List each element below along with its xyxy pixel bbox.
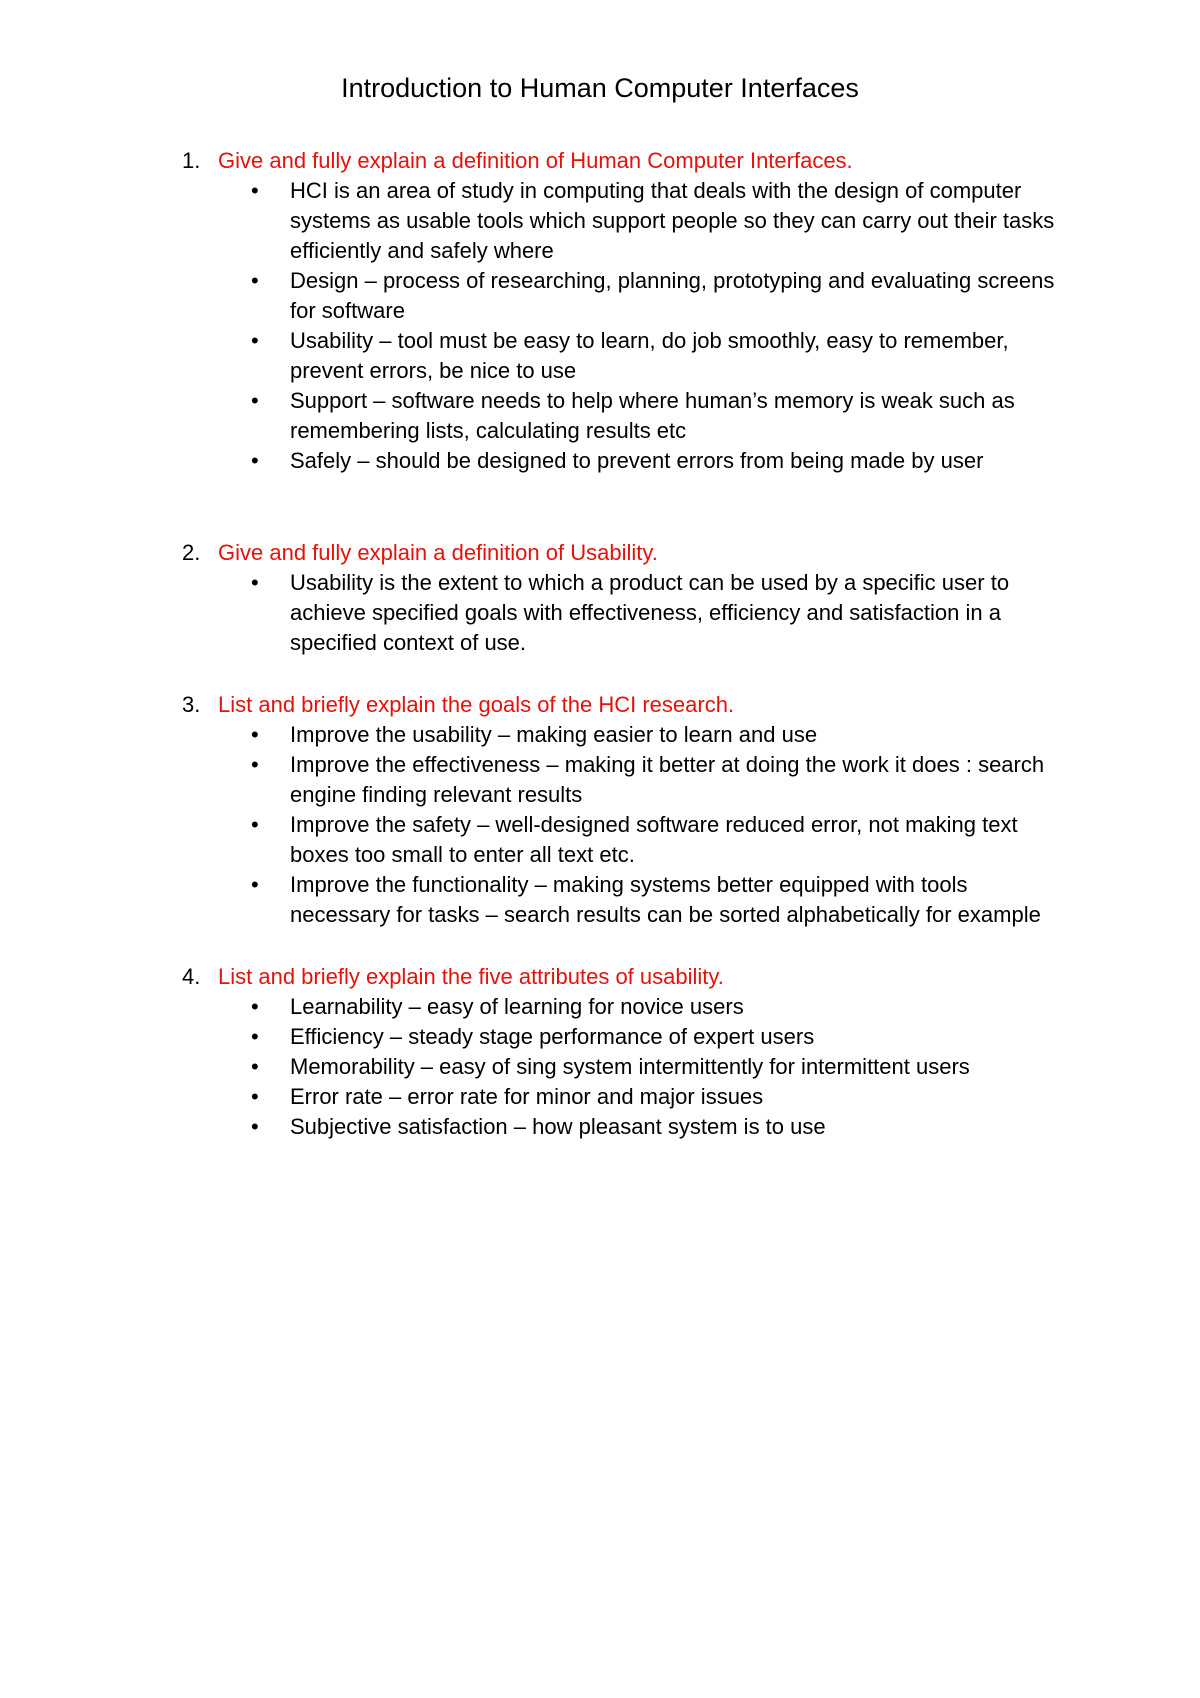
answer-list: [0, 568, 1200, 658]
question-number: 3.: [182, 692, 201, 717]
bullet-icon: •: [251, 1024, 259, 1049]
question-4: [0, 962, 1200, 1142]
answer-list: [0, 992, 1200, 1142]
question-heading: [0, 538, 1200, 568]
answer-text: Usability – tool must be easy to learn, do job smoothly, easy to remember, prevent errors, be nice to use: [290, 328, 1009, 383]
bullet-icon: •: [251, 872, 259, 897]
answer-text: Safely – should be designed to prevent errors from being made by user: [290, 448, 984, 473]
answer-item: [0, 1022, 1200, 1052]
answer-text: Usability is the extent to which a product can be used by a specific user to achieve specified goals with effectiveness, efficiency and satisfaction in a specified context of use.: [290, 570, 1010, 655]
answer-text: Learnability – easy of learning for novice users: [290, 994, 744, 1019]
bullet-icon: •: [251, 994, 259, 1019]
answer-list: [0, 720, 1200, 930]
question-number: 2.: [182, 540, 201, 565]
answer-item: [0, 1112, 1200, 1142]
bullet-icon: •: [251, 448, 259, 473]
answer-item: [0, 870, 1200, 930]
answer-text: Support – software needs to help where human’s memory is weak such as remembering lists, calculating results etc: [290, 388, 1015, 443]
answer-item: [0, 386, 1200, 446]
bullet-icon: •: [251, 812, 259, 837]
answer-item: [0, 326, 1200, 386]
answer-item: [0, 446, 1200, 476]
bullet-icon: •: [251, 388, 259, 413]
bullet-icon: •: [251, 328, 259, 353]
bullet-icon: •: [251, 752, 259, 777]
question-number: 1.: [182, 148, 201, 173]
bullet-icon: •: [251, 178, 259, 203]
question-text: Give and fully explain a definition of Usability.: [218, 540, 658, 565]
bullet-icon: •: [251, 1084, 259, 1109]
section-spacer: [0, 658, 1200, 690]
bullet-icon: •: [251, 722, 259, 747]
question-heading: [0, 146, 1200, 176]
answer-item: [0, 750, 1200, 810]
question-3: [0, 690, 1200, 930]
bullet-icon: •: [251, 268, 259, 293]
question-list: [0, 146, 1200, 1142]
answer-text: Error rate – error rate for minor and major issues: [290, 1084, 764, 1109]
answer-list: [0, 176, 1200, 476]
answer-text: Improve the safety – well-designed software reduced error, not making text boxes too small to enter all text etc.: [290, 812, 1018, 867]
question-2: [0, 538, 1200, 658]
answer-text: Design – process of researching, planning, prototyping and evaluating screens for software: [290, 268, 1055, 323]
question-text: Give and fully explain a definition of Human Computer Interfaces.: [218, 148, 853, 173]
question-heading: [0, 690, 1200, 720]
answer-text: Memorability – easy of sing system intermittently for intermittent users: [290, 1054, 970, 1079]
answer-item: [0, 810, 1200, 870]
page-title: Introduction to Human Computer Interfaces: [341, 73, 859, 103]
answer-item: [0, 568, 1200, 658]
answer-item: [0, 1082, 1200, 1112]
answer-text: Subjective satisfaction – how pleasant system is to use: [290, 1114, 826, 1139]
answer-text: Efficiency – steady stage performance of expert users: [290, 1024, 815, 1049]
answer-item: [0, 176, 1200, 266]
question-text: List and briefly explain the goals of the HCI research.: [218, 692, 735, 717]
answer-item: [0, 266, 1200, 326]
question-heading: [0, 962, 1200, 992]
bullet-icon: •: [251, 1114, 259, 1139]
answer-text: Improve the usability – making easier to learn and use: [290, 722, 818, 747]
answer-text: Improve the effectiveness – making it better at doing the work it does : search engine finding relevant results: [290, 752, 1045, 807]
answer-item: [0, 992, 1200, 1022]
question-text: List and briefly explain the five attributes of usability.: [218, 964, 724, 989]
section-spacer: [0, 930, 1200, 962]
bullet-icon: •: [251, 570, 259, 595]
bullet-icon: •: [251, 1054, 259, 1079]
answer-item: [0, 1052, 1200, 1082]
question-number: 4.: [182, 964, 201, 989]
answer-text: Improve the functionality – making systems better equipped with tools necessary for tasks – search results can be sorted alphabetically for example: [290, 872, 1041, 927]
answer-text: HCI is an area of study in computing that deals with the design of computer systems as usable tools which support people so they can carry out their tasks efficiently and safely where: [290, 178, 1055, 263]
answer-item: [0, 720, 1200, 750]
question-1: [0, 146, 1200, 476]
section-spacer: [0, 476, 1200, 538]
